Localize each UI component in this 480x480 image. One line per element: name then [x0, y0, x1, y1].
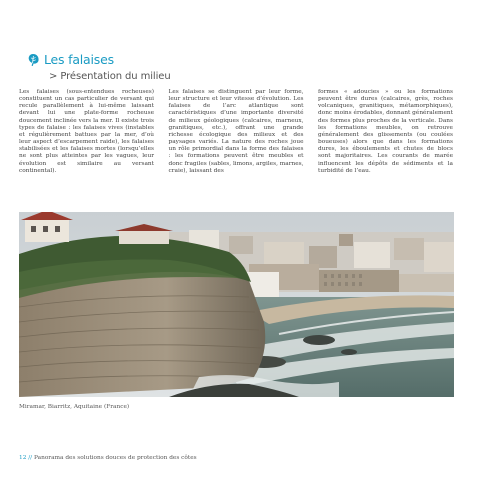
cliff-photo-illustration	[19, 212, 454, 397]
paragraph: Les falaises (sous-entendues rocheuses) constituent un cas particulier de versant qui recule parallèlement à lui-même laissant devant lui une plate-forme rocheuse doucement inclinée vers la mer. Il existe trois types de falaise : les falaises vives (instables et régulièrement battues par la mer, d’où leur aspect d’escarpement raide), les falaises stabilisées et les falaises mortes (lorsqu’elles ne sont plus atteintes par les vagues, leur évolution est similaire au versant continental).	[19, 89, 154, 174]
text-column-3	[318, 89, 453, 175]
leaf-icon	[26, 52, 40, 66]
subheading: > Présentation du milieu	[49, 71, 171, 82]
text-column-2	[169, 89, 304, 175]
paragraph: Les falaises se distinguent par leur forme, leur structure et leur vitesse d’évolution. Les falaises de l’arc atlantique sont caractéristiques d’une importante diversité de milieux géologiques (calcaires, marneux, granitiques, etc.), offrant une grande richesse écologique des milieux et des paysages variés. La nature des roches joue un rôle primordial dans la forme des falaises : les formations peuvent être meubles et donc fragiles (sables, limons, argiles, marnes, craie), laissant des	[168, 89, 304, 174]
section-title: Les falaises	[44, 51, 114, 67]
footer-separator: //	[26, 455, 34, 461]
page-footer	[19, 455, 197, 461]
cliff-photo	[19, 212, 454, 397]
page-number: 12	[19, 455, 27, 461]
text-columns	[19, 89, 453, 175]
photo-caption: Miramar, Biarritz, Aquitaine (France)	[19, 404, 130, 410]
text-column-1	[19, 89, 154, 175]
paragraph: formes « adoucies » ou les formations peuvent être dures (calcaires, grès, roches volcaniques, granitiques, métamorphiques), donc moins érodables, donnant généralement des formes plus proches de la verticale. Dans les formations meubles, on retrouve généralement des glissements (ou coulées boueuses) alors que dans les formations dures, les éboulements et chutes de blocs sont majoritaires. Les courants de marée influencent les dépôts de sédiments et la turbidité de l’eau.	[318, 89, 453, 174]
publication-title: Panorama des solutions douces de protection des côtes	[33, 455, 197, 461]
section-heading	[26, 51, 114, 67]
